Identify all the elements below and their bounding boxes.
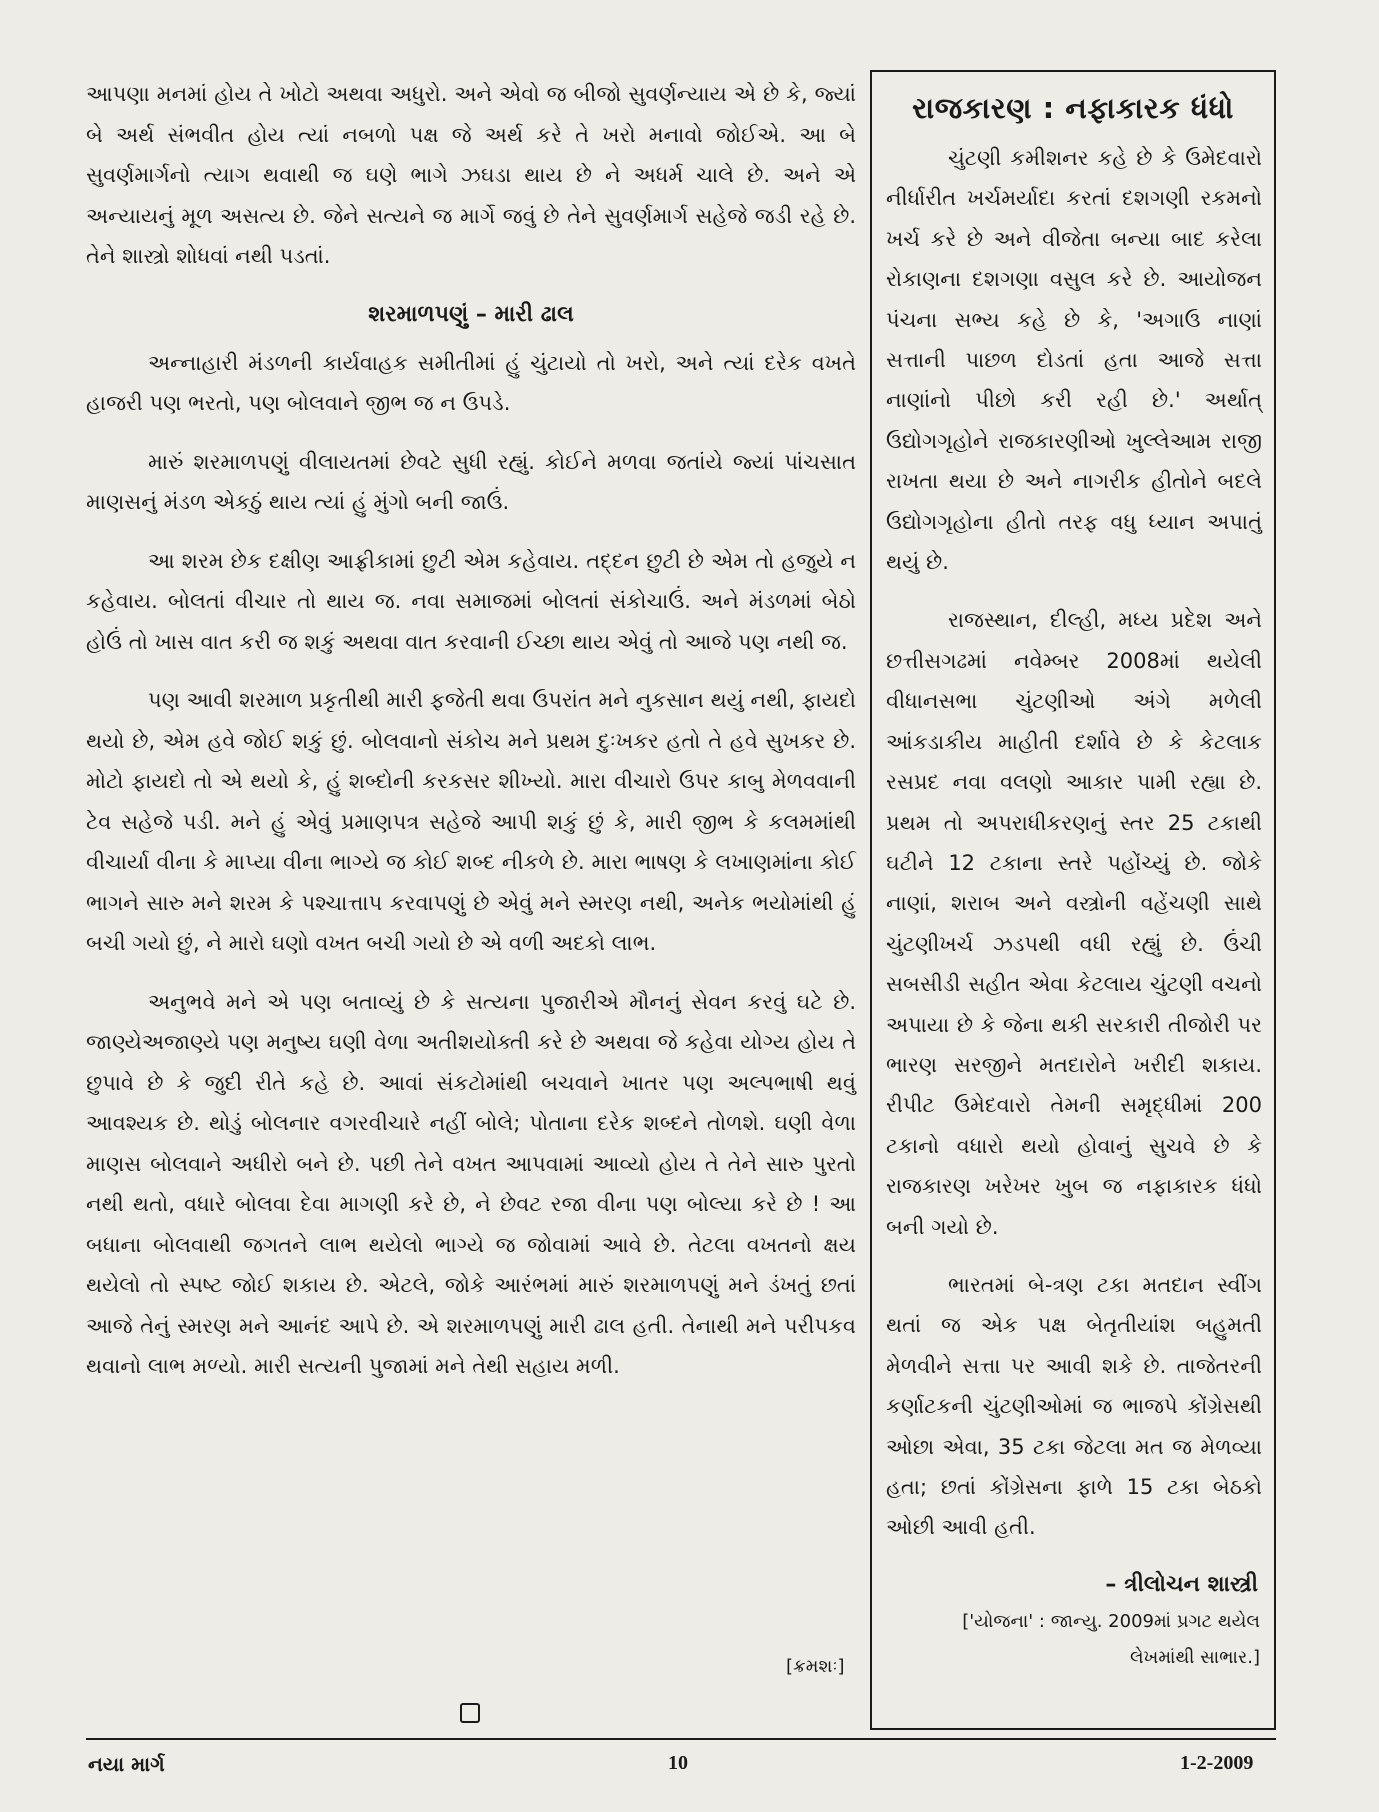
sidebar-box [870, 70, 1276, 1730]
sidebar-source-line-1: ['યોજના' : જાન્યુ. 2009માં પ્રગટ થયેલ [962, 1610, 1260, 1632]
article-paragraph: આપણા મનમાં હોય તે ખોટો અથવા અધુરો. અને એવો જ બીજો સુવર્ણન્યાય એ છે કે, જ્યાં બે અર્થ સંભવીત હોય ત્યાં નબળો પક્ષ જે અર્થ કરે તે ખરો મનાવો જોઈએ. આ બે સુવર્ણમાર્ગનો ત્યાગ થવાથી જ ઘણે ભાગે ઝઘડા થાય છે ને અધર્મ ચાલે છે. અને એ અન્યાયનું મૂળ અસત્ય છે. જેને સત્યને જ માર્ગે જવું છે તેને સુવર્ણમાર્ગ સહેજે જડી રહે છે. તેને શાસ્ત્રો શોધવાં નથી પડતાં. [86, 82, 856, 268]
sidebar-paragraph: રાજસ્થાન, દીલ્હી, મધ્ય પ્રદેશ અને છત્તીસગઢમાં નવેમ્બર 2008માં થયેલી વીધાનસભા ચુંટણીઓ અંગે મળેલી આંકડાકીય માહીતી દર્શાવે છે કે કેટલાક રસપ્રદ નવા વલણો આકાર પામી રહ્યા છે. પ્રથમ તો અપરાધીકરણનું સ્તર 25 ટકાથી ઘટીને 12 ટકાના સ્તરે પહોંચ્યું છે. જોકે નાણાં, શરાબ અને વસ્ત્રોની વહેંચણી સાથે ચુંટણીખર્ચ ઝડપથી વધી રહ્યું છે. ઉંચી સબસીડી સહીત એવા કેટલાય ચુંટણી વચનો અપાયા છે કે જેના થકી સરકારી તીજોરી પર ભારણ સરજીને મતદારોને ખરીદી શકાય. રીપીટ ઉમેદવારો તેમની સમૃદ્ધીમાં 200 ટકાનો વધારો થયો હોવાનું સુચવે છે કે રાજકારણ ખરેખર ખુબ જ નફાકારક ધંધો બની ગયો છે. [886, 608, 1262, 1239]
sidebar-title: રાજકારણ : નફાકારક ધંધો [912, 91, 1234, 125]
main-article [86, 74, 856, 1405]
continued-marker: [ક્રમશઃ] [786, 1656, 845, 1677]
page-number: 10 [668, 1752, 688, 1774]
sidebar-source-line-2: લેખમાંથી સાભાર.] [1129, 1646, 1260, 1668]
article-paragraph: અન્નાહારી મંડળની કાર્યવાહક સમીતીમાં હું ચુંટાયો તો ખરો, અને ત્યાં દરેક વખતે હાજરી પણ ભરતો, પણ બોલવાને જીભ જ ન ઉપડે. [86, 350, 856, 415]
sidebar-body [872, 138, 1274, 1548]
article-paragraph: આ શરમ છેક દક્ષીણ આફ્રીકામાં છુટી એમ કહેવાય. તદ્દન છુટી છે એમ તો હજુયે ન કહેવાય. બોલતાં વીચાર તો થાય જ. નવા સમાજમાં બોલતાં સંકોચાઉં. અને મંડળમાં બેઠો હોઉં તો ખાસ વાત કરી જ શકું અથવા વાત કરવાની ઈચ્છા થાય એવું તો આજે પણ નથી જ. [86, 548, 856, 654]
footer-rule [86, 1738, 1276, 1740]
sidebar-author: – ત્રીલોચન શાસ્ત્રી [1105, 1571, 1258, 1597]
issue-date: 1-2-2009 [1180, 1752, 1254, 1774]
end-of-article-box-icon [460, 1703, 480, 1723]
article-paragraph: મારું શરમાળપણું વીલાયતમાં છેવટે સુધી રહ્યું. કોઈને મળવા જતાંયે જ્યાં પાંચસાત માણસનું મંડળ એકઠું થાય ત્યાં હું મુંગો બની જાઉં. [86, 449, 856, 514]
article-paragraph: પણ આવી શરમાળ પ્રકૃતીથી મારી ફજેતી થવા ઉપરાંત મને નુકસાન થયું નથી, ફાયદો થયો છે, એમ હવે જોઈ શકું છું. બોલવાનો સંકોચ મને પ્રથમ દુઃખકર હતો તે હવે સુખકર છે. મોટો ફાયદો તો એ થયો કે, હું શબ્દોની કરકસર શીખ્યો. મારા વીચારો ઉપર કાબુ મેળવવાની ટેવ સહેજે પડી. મને હું એવું પ્રમાણપત્ર સહેજે આપી શકું છું કે, મારી જીભ કે કલમમાંથી વીચાર્યા વીના કે માપ્યા વીના ભાગ્યે જ કોઈ શબ્દ નીકળે છે. મારા ભાષણ કે લખાણમાંના કોઈ ભાગને સારુ મને શરમ કે પશ્ચાત્તાપ કરવાપણું છે એવું મને સ્મરણ નથી, અનેક ભયોમાંથી હું બચી ગયો છું, ને મારો ઘણો વખત બચી ગયો છે એ વળી અદકો લાભ. [86, 688, 856, 955]
sidebar-paragraph: ચુંટણી કમીશનર કહે છે કે ઉમેદવારો નીર્ધારીત ખર્ચમર્યાદા કરતાં દશગણી રકમનો ખર્ચ કરે છે અને વીજેતા બન્યા બાદ કરેલા રોકાણના દશગણા વસુલ કરે છે. આયોજન પંચના સભ્ય કહે છે કે, 'અગાઉ નાણાં સત્તાની પાછળ દોડતાં હતા આજે સત્તા નાણાંનો પીછો કરી રહી છે.' અર્થાત્ ઉદ્યોગગૃહોને રાજકારણીઓ ખુલ્લેઆમ રાજી રાખતા થયા છે અને નાગરીક હીતોને બદલે ઉદ્યોગગૃહોના હીતો તરફ વધુ ધ્યાન અપાતું થયું છે. [886, 146, 1262, 575]
article-paragraph: અનુભવે મને એ પણ બતાવ્યું છે કે સત્યના પુજારીએ મૌનનું સેવન કરવું ઘટે છે. જાણ્યેઅજાણ્યે પણ મનુષ્ય ઘણી વેળા અતીશયોક્તી કરે છે અથવા જે કહેવા યોગ્ય હોય તે છુપાવે છે કે જુદી રીતે કહે છે. આવાં સંકટોમાંથી બચવાને ખાતર પણ અલ્પભાષી થવું આવશ્યક છે. થોડું બોલનાર વગરવીચારે નહીં બોલે; પોતાના દરેક શબ્દને તોળશે. ઘણી વેળા માણસ બોલવાને અધીરો બને છે. પછી તેને વખત આપવામાં આવ્યો હોય તે તેને સારુ પુરતો નથી થતો, વધારે બોલવા દેવા માગણી કરે છે, ને છેવટ રજા વીના પણ બોલ્યા કરે છે ! આ બધાના બોલવાથી જગતને લાભ થયેલો ભાગ્યે જ જોવામાં આવે છે. તેટલા વખતનો ક્ષય થયેલો તો સ્પષ્ટ જોઈ શકાય છે. એટલે, જોકે આરંભમાં મારું શરમાળપણું મને ડંખતું છતાં આજે તેનું સ્મરણ મને આનંદ આપે છે. એ શરમાળપણું મારી ઢાલ હતી. તેનાથી મને પરીપકવ થવાનો લાભ મળ્યો. મારી સત્યની પુજામાં મને તેથી સહાય મળી. [86, 989, 856, 1378]
publication-name: નયા માર્ગ [88, 1752, 165, 1776]
section-heading: શરમાળપણું – મારી ઢાલ [368, 301, 574, 327]
sidebar-paragraph: ભારતમાં બે-ત્રણ ટકા મતદાન સ્વીંગ થતાં જ એક પક્ષ બેતૃતીયાંશ બહુમતી મેળવીને સત્તા પર આવી શકે છે. તાજેતરની કર્ણાટકની ચુંટણીઓમાં જ ભાજપે કોંગ્રેસથી ઓછા એવા, 35 ટકા જેટલા મત જ મેળવ્યા હતા; છતાં કોંગ્રેસના ફાળે 15 ટકા બેઠકો ઓછી આવી હતી. [886, 1272, 1262, 1540]
